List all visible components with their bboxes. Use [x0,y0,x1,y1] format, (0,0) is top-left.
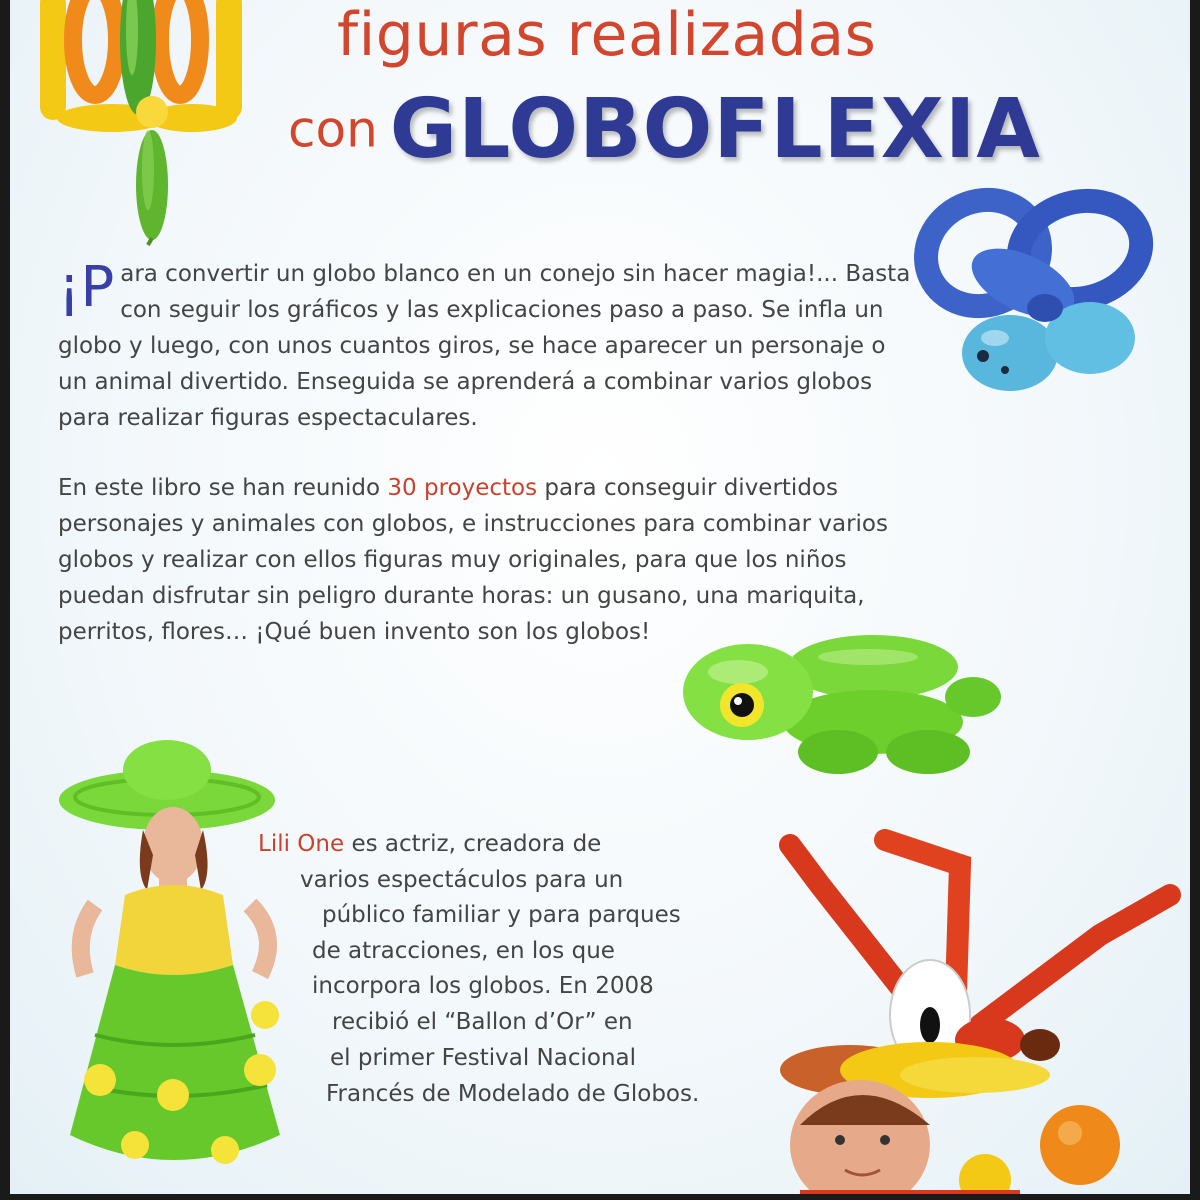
title-con: con [288,100,378,159]
balloon-turtle-image [678,612,1008,787]
bio-line-4: de atracciones, en los que [312,938,615,964]
bio-line-8: Francés de Modelado de Globos. [326,1081,700,1107]
bio-line-3: público familiar y para parques [322,902,681,928]
author-balloon-dress-image [55,735,305,1200]
boy-balloon-hat-image [780,825,1190,1200]
right-border [1190,0,1200,1200]
bio-line-1: Lili One es actriz, creadora de [258,831,602,857]
bio-line-6: recibió el “Ballon d’Or” en [332,1009,633,1035]
description-after: para conseguir divertidos personajes y animales con globos, e instrucciones para combinar varios globos y realizar con ellos figuras muy originales, para que los niños puedan disfrutar sin peligro durante horas: un gusano, una mariquita, perritos, flores… ¡Qué buen invento son los globos! [58,475,888,645]
intro-text: ara convertir un globo blanco en un conejo sin hacer magia!... Basta con seguir los gráficos y las explicaciones paso a paso. Se infla un globo y luego, con unos cuantos giros, se hace aparecer un personaje o un animal divertido. Enseguida se aprenderá a combinar varios globos para realizar figuras espectaculares. [58,261,911,431]
left-border [0,0,10,1200]
balloon-butterfly-image [905,178,1175,403]
bio-line-7: el primer Festival Nacional [330,1045,637,1071]
title-brand: GLOBOFLEXIA [389,82,1041,177]
intro-paragraph [58,256,918,436]
description-highlight: 30 proyectos [387,475,538,501]
balloon-flower-image [20,0,250,245]
bio-line-5: incorpora los globos. En 2008 [312,973,654,999]
bio-line-2: varios espectáculos para un [300,867,624,893]
title-line-1: figuras realizadas [337,0,877,70]
author-name: Lili One [258,831,345,857]
description-before: En este libro se han reunido [58,475,388,501]
bottom-border [0,1194,1200,1200]
title-line-2 [288,82,1041,177]
intro-dropcap: ¡P [58,255,115,320]
